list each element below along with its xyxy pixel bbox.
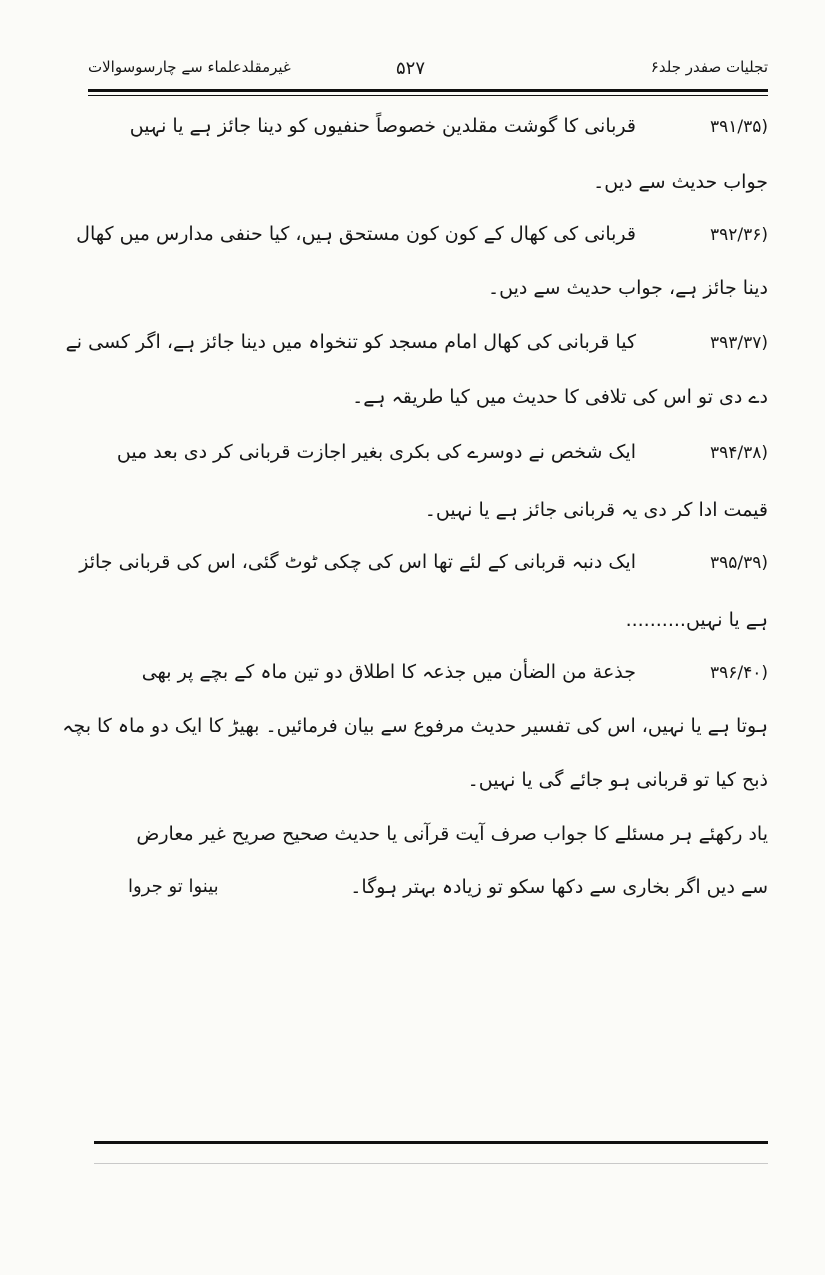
page-header [88,48,768,88]
question-text: ہے یا نہیں.......... [625,609,768,631]
question-393-line-1 [65,320,768,364]
closing-line-2 [88,865,768,909]
question-391-line-1 [88,104,768,148]
question-396-line-2 [62,704,768,748]
question-395-line-1 [79,540,768,584]
book-title: تجلیات صفدر جلد۶ [650,58,768,76]
question-number: (۳۹۴/۳۸ [709,443,768,463]
question-396-line-3 [88,758,768,802]
question-text: جذعة من الضأن میں جذعہ کا اطلاق دو تین ماہ کے بچے پر بھی [141,661,636,683]
header-rule-thick [88,89,768,92]
section-title: غیرمقلدعلماء سے چارسوسوالات [88,58,291,76]
closing-line-1 [88,812,768,856]
bayyinu-tujaru: بینوا تو جروا [128,876,219,897]
page-number: ۵۲۷ [396,58,426,79]
question-text: ہوتا ہے یا نہیں، اس کی تفسیر حدیث مرفوع سے بیان فرمائیں۔ بھیڑ کا ایک دو ماہ کا بچہ [62,715,768,737]
question-394-line-1 [88,430,768,474]
question-text: ذبح کیا تو قربانی ہو جائے گی یا نہیں۔ [467,769,768,791]
question-number: (۳۹۳/۳۷ [709,333,768,353]
question-text: دینا جائز ہے، جواب حدیث سے دیں۔ [488,277,768,299]
footer-rule [94,1141,768,1144]
question-text: ایک شخص نے دوسرے کی بکری بغیر اجازت قربانی کر دی بعد میں [116,441,636,463]
question-391-line-2 [88,160,768,204]
question-number: (۳۹۲/۳۶ [709,225,768,245]
question-394-line-2 [88,488,768,532]
question-text: دے دی تو اس کی تلافی کا حدیث میں کیا طریقہ ہے۔ [352,386,768,408]
question-number: (۳۹۶/۴۰ [709,663,768,683]
question-396-line-1 [88,650,768,694]
question-392-line-2 [88,266,768,310]
footer-rule-faint [94,1163,768,1164]
question-392-line-1 [76,212,768,256]
question-number: (۳۹۱/۳۵ [709,117,768,137]
question-text: قربانی کی کھال کے کون کون مستحق ہیں، کیا حنفی مدارس میں کھال [76,223,636,245]
question-number: (۳۹۵/۳۹ [709,553,768,573]
question-text: کیا قربانی کی کھال امام مسجد کو تنخواہ میں دینا جائز ہے، اگر کسی نے [65,331,636,353]
question-text: قیمت ادا کر دی یہ قربانی جائز ہے یا نہیں۔ [424,499,768,521]
question-text: ایک دنبہ قربانی کے لئے تھا اس کی چکی ٹوٹ گئی، اس کی قربانی جائز [79,551,636,573]
header-rule-thin [88,95,768,96]
closing-text: یاد رکھئے ہر مسئلے کا جواب صرف آیت قرآنی یا حدیث صحیح صریح غیر معارض [136,823,768,845]
question-text: جواب حدیث سے دیں۔ [593,171,768,193]
closing-text: سے دیں اگر بخاری سے دکھا سکو تو زیادہ بہتر ہوگا۔ [350,876,768,898]
question-395-line-2 [88,598,768,642]
question-393-line-2 [88,375,768,419]
question-text: قربانی کا گوشت مقلدین خصوصاً حنفیوں کو دینا جائز ہے یا نہیں [129,115,636,137]
